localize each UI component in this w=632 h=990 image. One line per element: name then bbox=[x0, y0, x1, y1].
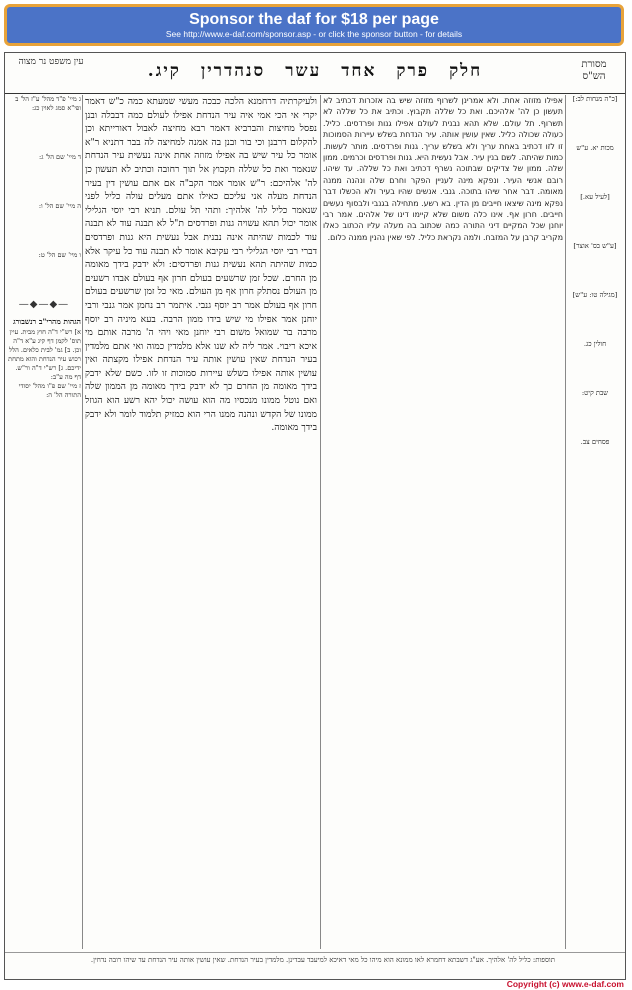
ein-mishpat-column bbox=[7, 95, 81, 949]
masoret-ref: חולין כג. bbox=[583, 340, 607, 348]
masoret-ref: מכות יא. ע"ש bbox=[576, 144, 614, 152]
masoret-hashas-column bbox=[567, 95, 623, 949]
title-word: קיג. bbox=[147, 61, 181, 81]
masoret-ref: [ע"ש בס' אוצר] bbox=[573, 242, 617, 250]
ein-mishpat-ref: ה מיי' שם הל' ו: bbox=[38, 202, 81, 210]
column-divider bbox=[565, 95, 566, 949]
masoret-ref: פסחים צב. bbox=[580, 438, 610, 446]
title-word: סנהדרין bbox=[200, 61, 266, 81]
masoret-hashas-label: מסורת הש"ס bbox=[581, 59, 607, 82]
tosafot-footer-text: תוספות: כליל לה' אלהיך. אע"ג דשבתא דחמרא לאו ממונא הוא מיהו כל מאי דאיכא למיעבד עבדינן. מלמדין בעיר הנדחת. שאין עושין אותה עיר הנדחת עד שיהו רובה נדחין. bbox=[90, 956, 555, 964]
hagahot-heading: הגהות מהרי"ב רנשבורג bbox=[13, 317, 81, 326]
copyright-link[interactable]: Copyright (c) www.e-daf.com bbox=[506, 979, 624, 989]
masoret-ref: שבת קיט: bbox=[581, 389, 609, 397]
gemara-text: ולעיקרתיה דרחמנא הלכה כבכה מעשי שמעתא כמה כ"ש דאמר יקרי אי הכי אמי איה עיר הנדחת אפילו לעולם כמה דבבלה ובנן נפסל מחיצות והברביא דאמר רבא מחיצה לאבול דאורייתא וכן להקלום דרבנן וכי בור ובנן בה אמנה למחיצה לה בבר דתניא ר"א אומר כל עיר שיש בה אפילו מזוזה אחת אינה נעשית עיר הנדחת שנאמר ואת כל שללה תקבוץ אל תוך רחובה וכתיב לא תעשון כן לה' אלהיכם: ר"ש אומר אמר הקב"ה אם אתם עושין דין בעיר הנדחת מעלה אני עליכם כאילו אתם מעלים עולה כליל לפני שנאמר כליל לה' אלהיך: ותהי תל עולם. תניא רבי יוסי הגלילי אומר יכול תהא עשויה גנות ופרדסים ת"ל לא תבנה עוד לא תבנה עוד לכמות שהיתה אינה נבנית אבל נעשית היא גנות ופרדסים דברי רבי יוסי הגלילי רבי עקיבא אומר לא תבנה עוד כל עיקר אלא כמות שהיתה תהא נעשית גנות ופרדסים: ולא ידבק בידך מאומה מן החרם. שכל זמן שרשעים בעולם חרון אף בעולם אבדו רשעים מן העולם נסתלק חרון אף מן העולם. מאי כל זמן שרשעים בעולם חרון אף בעולם אמר רב יוסף גנבי. איתמר רב נחמן אמר גנבי ורבי יוחנן אמר אפילו מי שיש בידו ממון הרבה. בעא מיניה רב יוסף מרבה בר שמואל משום רבי יוחנן מאי ויהי ה' מרבה אותם מי איכא ריבוי. אמר ליה לא שנו אלא מלמדין כמוה ואי אתם מלמדין בעיר הנדחת שאין עושין אותה עיר הנדחת אפילו מקצתה ואין עושין אותה אפילו בשלש עיירות סמוכות זו לזו. כשם שלא ידבק בידך מאומה מן החרם כך לא ידבק בידך מאומה מן הממון שלה ואם נוטל ממונו מנכסיו מה הוא עושה יכול יהא רשע הוא הגוזל ממונו של הקדש ונהנה ממנו הרי הוא כמזיק תלמוד לומר ולא ידבק בידך מאומה. bbox=[85, 96, 317, 434]
masoret-ref: [לעיל עא.] bbox=[580, 193, 610, 201]
ornament-divider: —◆—◆— bbox=[18, 299, 70, 310]
ein-mishpat-ref: ד מיי' שם הל' ג: bbox=[39, 153, 81, 161]
ein-mishpat-ref: ג מיי' פ"ד מהל' ע"ז הל' ב ופי"א סמג לאוין כג: bbox=[15, 95, 81, 112]
title-word: אחד bbox=[341, 61, 377, 81]
masoret-ref: [כ"ה מנחות לב:] bbox=[572, 95, 618, 103]
page-header bbox=[5, 53, 625, 94]
title-word: פרק bbox=[396, 61, 430, 81]
sponsor-banner[interactable] bbox=[4, 4, 624, 46]
column-divider bbox=[320, 95, 321, 949]
column-divider bbox=[82, 95, 83, 949]
masoret-ref: [מגילה טו: ע"ש] bbox=[572, 291, 618, 299]
title-word: חלק bbox=[449, 61, 483, 81]
hagahot-notes: א] רש"י ד"ה חוץ מבית. עיין תוס' לקמן דף קיג ע"א ד"ה וכן. ב] גמ' לבית כלאים. הלל רכוש עיר הנדחת והוא מתחת ידיכם. ג] רש"י ד"ה ור"ש. דף מה ע"ב: bbox=[8, 328, 81, 381]
title-word: עשר bbox=[285, 61, 322, 81]
ein-mishpat-ref: ו מיי' שם הל' ט: bbox=[38, 251, 81, 259]
page-footer bbox=[5, 952, 625, 979]
ein-mishpat-ref: ז מיי' שם פ"ו מהל' יסודי התורה הל' ה: bbox=[18, 382, 81, 399]
sponsor-subtitle[interactable]: See http://www.e-daf.com/sponsor.asp - or click the sponsor button - for details bbox=[165, 29, 463, 39]
sponsor-title[interactable]: Sponsor the daf for $18 per page bbox=[189, 11, 439, 28]
ein-mishpat-label: עין משפט נר מצוה bbox=[18, 57, 84, 67]
rashi-commentary: אפילו מזוזה אחת. ולא אמרינן לשרוף מזוזה שיש בה אזכרות דכתיב לא תעשון כן לה' אלהיכם. ואת כל שללה תקבוץ. וכתיב את כל שללה לא תשרוף. תל עולם. שלא תהא נבנית לעולם אפילו גנות ופרדסים. כליל. כעולה שכולה כליל. שאין עושין אותה. עיר הנדחת בשלש עיירות הסמוכות זו לזו דכתיב באחת עריך ולא בשלש עריך. גנות ופרדסים. מותר לעשות. כמות שהיתה. לשם בנין עיר. אבל נעשית היא. גנות ופרדסים וכרמים. ממון שלה. ממון של צדיקים שבתוכה נשרף דכתיב ואת כל שללה. עד שיהו. רובם אנשי העיר. ונפקא מינה לעניין הפקר וחרם שלה ונהנה ממנה מאומה. דבר אחר שיהו בתוכה. גנבי. אנשים שהיו בעיר ולא הכשלו דבר נפקא מינה שיצאו חייבים מן הדין. בא רשע. מתחילה בגנבי ולבסוף נעשים חייבים. חרון אף. אינו כלה משום שלא קיימו דינו של אלהים. אמר רבי יוחנן שכל המקיים דיני התורה כמה שכתוב בה מעלה עליו הכתוב כאלו מקריב קרבן על המזבח. ולמה נקראת כליל. לפי שאין נהנין ממנה כלום. bbox=[323, 96, 563, 242]
page-title bbox=[125, 61, 505, 81]
talmud-page bbox=[4, 52, 626, 980]
